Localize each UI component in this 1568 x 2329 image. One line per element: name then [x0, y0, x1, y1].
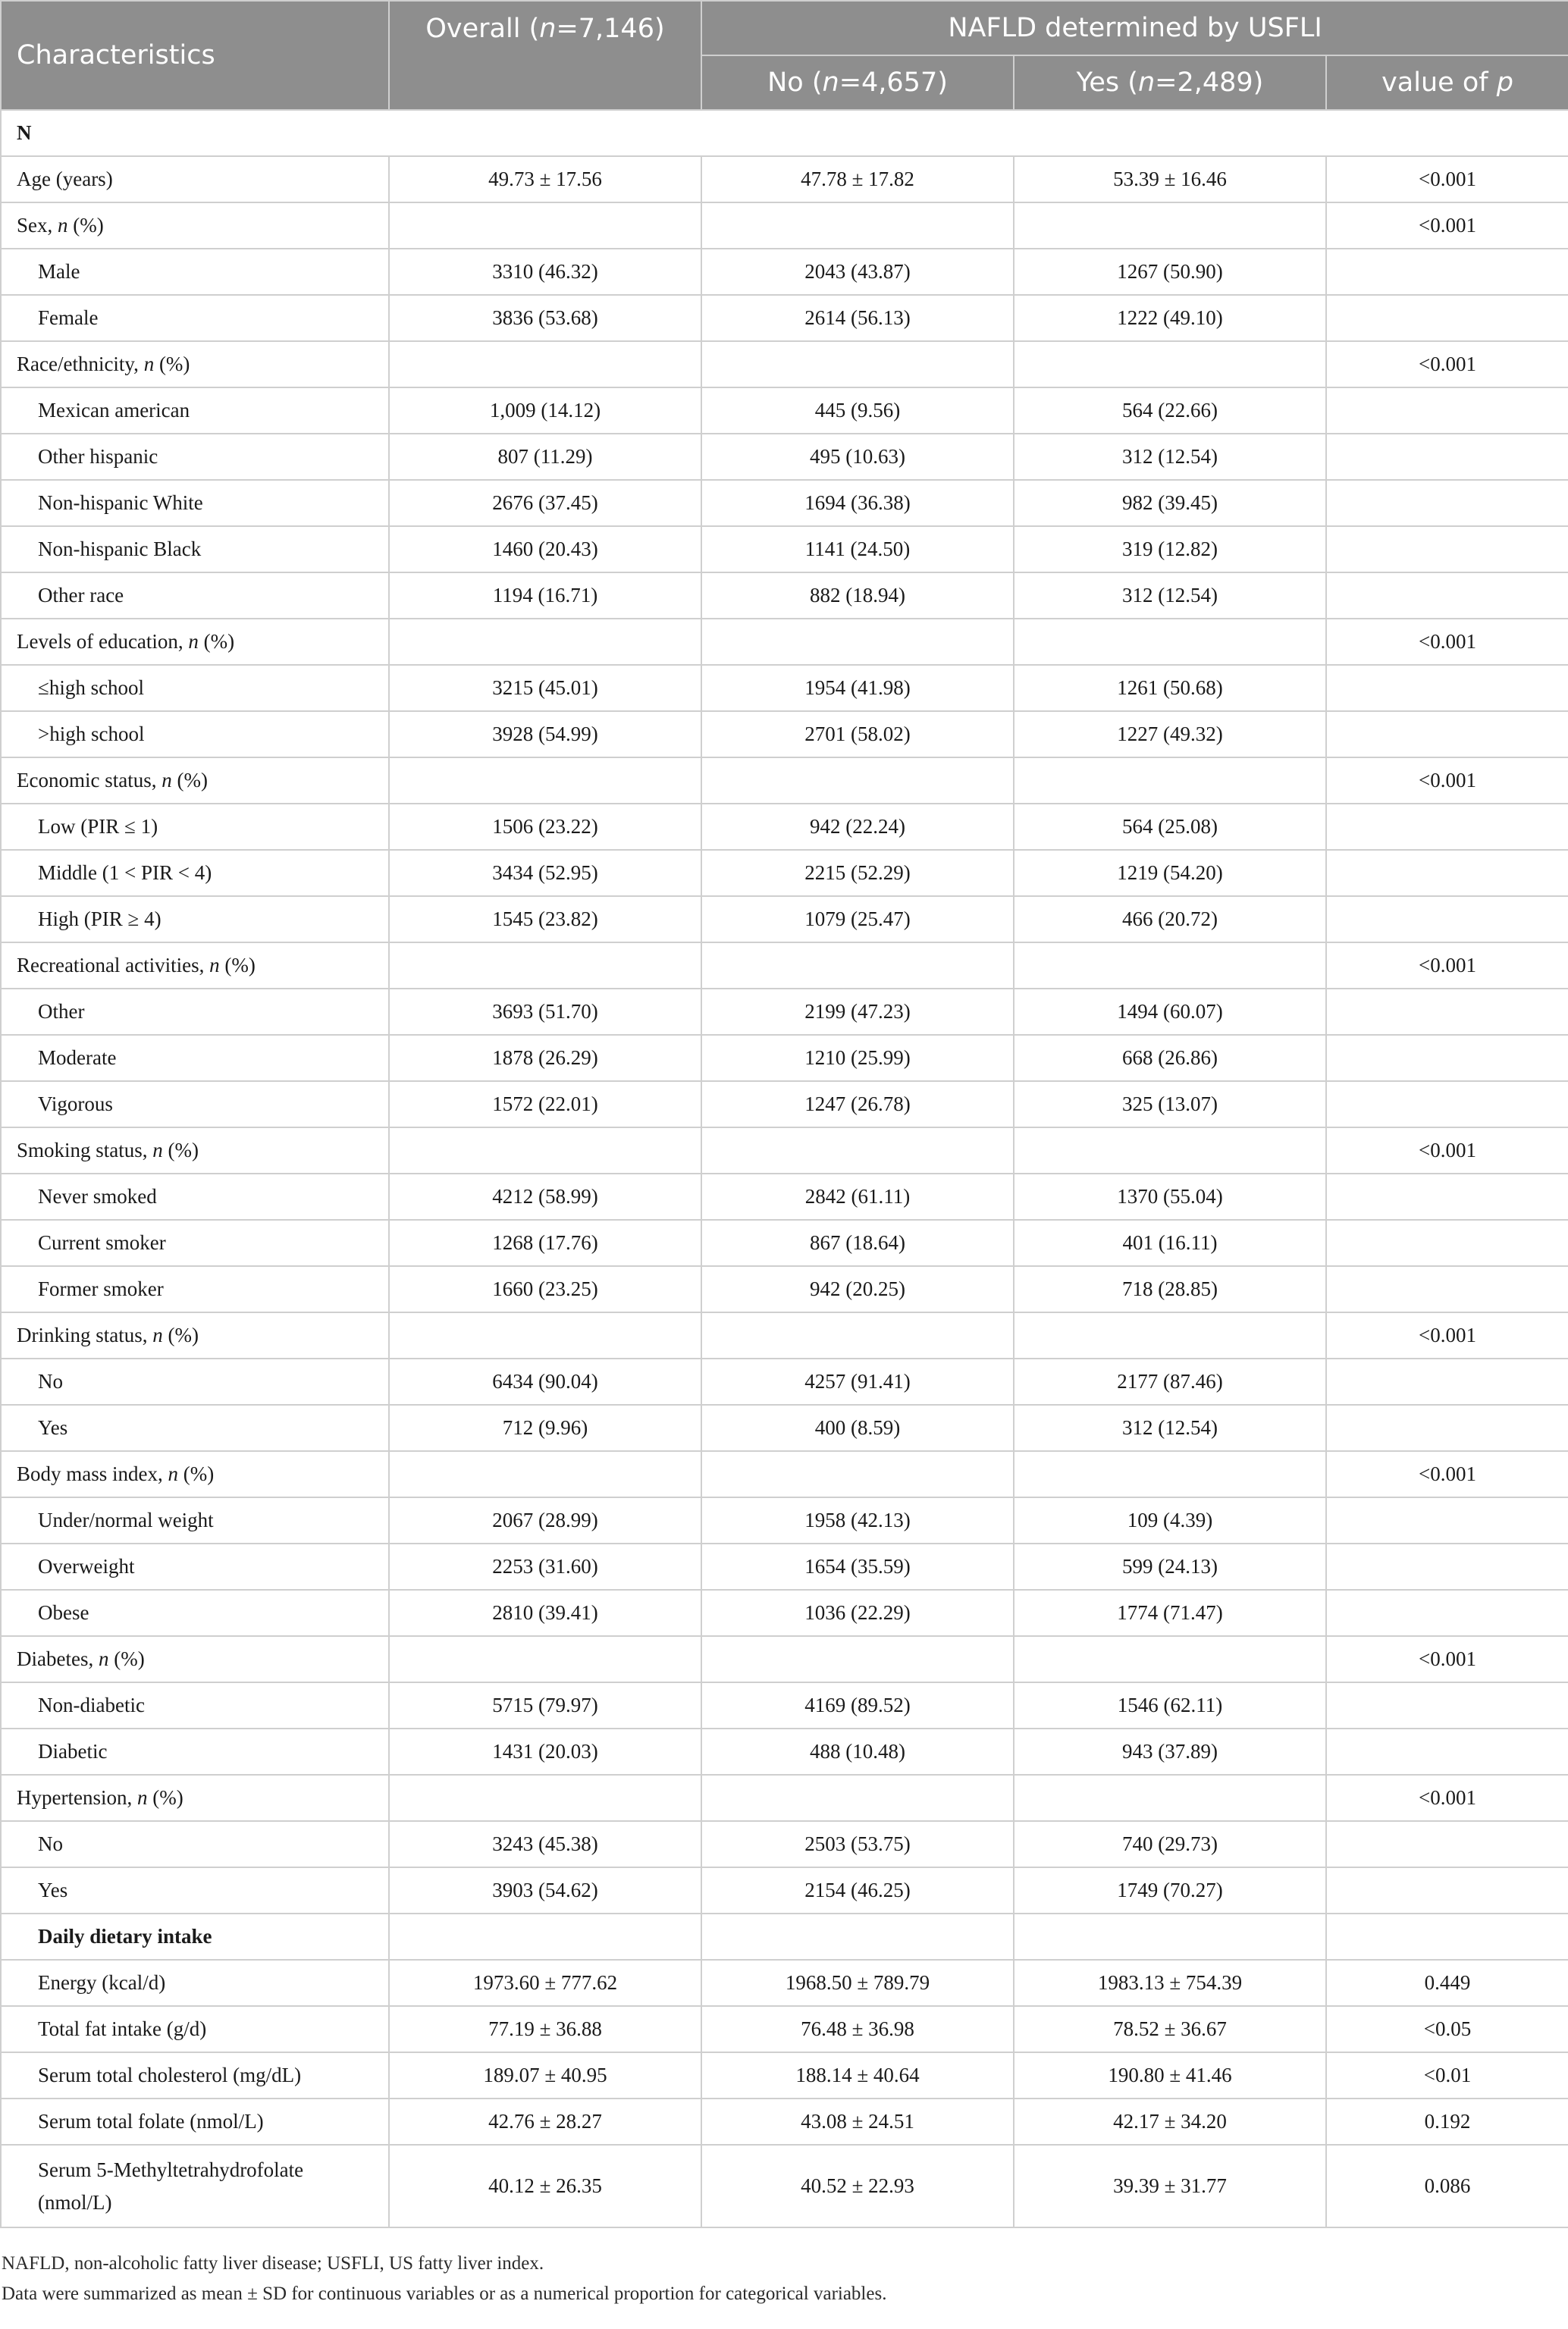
cell-yes	[1014, 1914, 1326, 1960]
row-label: Serum total cholesterol (mg/dL)	[1, 2052, 389, 2099]
cell-no: 942 (22.24)	[701, 804, 1014, 850]
cell-yes: 564 (22.66)	[1014, 387, 1326, 434]
cell-no: 4257 (91.41)	[701, 1359, 1014, 1405]
table-row	[1, 341, 1568, 387]
cell-yes	[1014, 341, 1326, 387]
table-row	[1, 1821, 1568, 1867]
cell-no: 4169 (89.52)	[701, 1682, 1014, 1729]
cell-yes	[1014, 1127, 1326, 1174]
cell-p	[1326, 896, 1568, 942]
table-row	[1, 1220, 1568, 1266]
cell-overall: 1572 (22.01)	[389, 1081, 701, 1127]
table-row	[1, 850, 1568, 896]
table-row	[1, 202, 1568, 249]
header-characteristics: Characteristics	[1, 1, 389, 110]
row-label: Yes	[1, 1867, 389, 1914]
cell-p	[1326, 572, 1568, 619]
row-label: Race/ethnicity, n (%)	[1, 341, 389, 387]
row-label-line2: (nmol/L)	[38, 2190, 112, 2214]
row-label-line1: Serum 5-Methyltetrahydrofolate	[38, 2158, 304, 2181]
cell-no	[701, 1636, 1014, 1682]
cell-yes: 1983.13 ± 754.39	[1014, 1960, 1326, 2006]
table-row	[1, 110, 1568, 156]
table-row	[1, 1081, 1568, 1127]
cell-yes: 982 (39.45)	[1014, 480, 1326, 526]
cell-p: <0.001	[1326, 156, 1568, 202]
cell-yes: 740 (29.73)	[1014, 1821, 1326, 1867]
cell-overall: 712 (9.96)	[389, 1405, 701, 1451]
table-row	[1, 526, 1568, 572]
row-label: Other race	[1, 572, 389, 619]
cell-overall: 189.07 ± 40.95	[389, 2052, 701, 2099]
cell-p: <0.001	[1326, 757, 1568, 804]
cell-no	[701, 619, 1014, 665]
cell-no	[701, 1914, 1014, 1960]
table-row	[1, 572, 1568, 619]
row-label: Energy (kcal/d)	[1, 1960, 389, 2006]
cell-no	[701, 1312, 1014, 1359]
table-row	[1, 942, 1568, 989]
cell-yes: 1494 (60.07)	[1014, 989, 1326, 1035]
cell-p	[1326, 1220, 1568, 1266]
row-label: Never smoked	[1, 1174, 389, 1220]
cell-no: 2215 (52.29)	[701, 850, 1014, 896]
row-label: Overweight	[1, 1544, 389, 1590]
table-row	[1, 1312, 1568, 1359]
table-row	[1, 2145, 1568, 2227]
cell-p	[1326, 526, 1568, 572]
row-label: Other	[1, 989, 389, 1035]
cell-no: 1968.50 ± 789.79	[701, 1960, 1014, 2006]
cell-no: 2614 (56.13)	[701, 295, 1014, 341]
table-row	[1, 434, 1568, 480]
cell-overall	[389, 1451, 701, 1497]
cell-no: 1141 (24.50)	[701, 526, 1014, 572]
cell-yes: 312 (12.54)	[1014, 572, 1326, 619]
table-row	[1, 387, 1568, 434]
cell-p	[1326, 665, 1568, 711]
cell-yes: 1546 (62.11)	[1014, 1682, 1326, 1729]
table-row	[1, 1405, 1568, 1451]
row-label: >high school	[1, 711, 389, 757]
cell-p	[1326, 295, 1568, 341]
cell-yes	[1014, 619, 1326, 665]
cell-yes: 190.80 ± 41.46	[1014, 2052, 1326, 2099]
cell-no: 1210 (25.99)	[701, 1035, 1014, 1081]
row-label: Moderate	[1, 1035, 389, 1081]
row-label: Serum total folate (nmol/L)	[1, 2099, 389, 2145]
cell-p	[1326, 711, 1568, 757]
cell-no: 2503 (53.75)	[701, 1821, 1014, 1867]
cell-no: 47.78 ± 17.82	[701, 156, 1014, 202]
row-label	[1, 2145, 389, 2227]
cell-overall: 42.76 ± 28.27	[389, 2099, 701, 2145]
row-label: Non-diabetic	[1, 1682, 389, 1729]
table-row	[1, 1127, 1568, 1174]
row-label: Vigorous	[1, 1081, 389, 1127]
cell-yes: 668 (26.86)	[1014, 1035, 1326, 1081]
cell-p	[1326, 1497, 1568, 1544]
header-overall: Overall (n=7,146)	[389, 1, 701, 110]
cell-p	[1326, 1035, 1568, 1081]
cell-overall: 1431 (20.03)	[389, 1729, 701, 1775]
cell-yes	[1014, 1451, 1326, 1497]
cell-yes: 1219 (54.20)	[1014, 850, 1326, 896]
cell-no	[701, 942, 1014, 989]
cell-overall: 3215 (45.01)	[389, 665, 701, 711]
cell-overall: 1878 (26.29)	[389, 1035, 701, 1081]
cell-no: 2043 (43.87)	[701, 249, 1014, 295]
footnote-summary: Data were summarized as mean ± SD for continuous variables or as a numerical proportion for categorical variables.	[2, 2284, 887, 2304]
row-label: Mexican american	[1, 387, 389, 434]
cell-p: <0.001	[1326, 1451, 1568, 1497]
cell-no: 76.48 ± 36.98	[701, 2006, 1014, 2052]
cell-yes: 1749 (70.27)	[1014, 1867, 1326, 1914]
cell-overall: 2810 (39.41)	[389, 1590, 701, 1636]
row-label: Non-hispanic Black	[1, 526, 389, 572]
cell-no: 1036 (22.29)	[701, 1590, 1014, 1636]
table-row	[1, 1497, 1568, 1544]
cell-overall: 1268 (17.76)	[389, 1220, 701, 1266]
cell-overall	[389, 1312, 701, 1359]
cell-overall: 1660 (23.25)	[389, 1266, 701, 1312]
table-row	[1, 1914, 1568, 1960]
cell-no	[701, 757, 1014, 804]
row-label: Economic status, n (%)	[1, 757, 389, 804]
cell-yes: 1227 (49.32)	[1014, 711, 1326, 757]
cell-overall: 40.12 ± 26.35	[389, 2145, 701, 2227]
row-label: Former smoker	[1, 1266, 389, 1312]
cell-yes: 39.39 ± 31.77	[1014, 2145, 1326, 2227]
cell-no: 1694 (36.38)	[701, 480, 1014, 526]
cell-p	[1326, 1867, 1568, 1914]
table-header	[1, 1, 1568, 110]
row-label: No	[1, 1359, 389, 1405]
table-row	[1, 2052, 1568, 2099]
row-label: Age (years)	[1, 156, 389, 202]
table-row	[1, 1035, 1568, 1081]
cell-overall: 2253 (31.60)	[389, 1544, 701, 1590]
cell-overall	[389, 619, 701, 665]
cell-overall: 3836 (53.68)	[389, 295, 701, 341]
table-row	[1, 711, 1568, 757]
table-row	[1, 156, 1568, 202]
cell-yes: 1261 (50.68)	[1014, 665, 1326, 711]
row-label: Diabetic	[1, 1729, 389, 1775]
table-row	[1, 1729, 1568, 1775]
table-row	[1, 619, 1568, 665]
cell-yes	[1014, 757, 1326, 804]
cell-p: <0.001	[1326, 341, 1568, 387]
row-label: No	[1, 1821, 389, 1867]
section-label: N	[1, 110, 1568, 156]
cell-overall: 3903 (54.62)	[389, 1867, 701, 1914]
header-nafld-group: NAFLD determined by USFLI	[701, 1, 1568, 55]
cell-yes: 1774 (71.47)	[1014, 1590, 1326, 1636]
cell-p	[1326, 1544, 1568, 1590]
cell-no: 188.14 ± 40.64	[701, 2052, 1014, 2099]
cell-yes: 401 (16.11)	[1014, 1220, 1326, 1266]
row-label: Middle (1 < PIR < 4)	[1, 850, 389, 896]
cell-p	[1326, 1174, 1568, 1220]
cell-p: 0.192	[1326, 2099, 1568, 2145]
header-yes: Yes (n=2,489)	[1014, 55, 1326, 110]
cell-overall	[389, 1127, 701, 1174]
cell-no	[701, 1451, 1014, 1497]
cell-no: 942 (20.25)	[701, 1266, 1014, 1312]
cell-no: 1654 (35.59)	[701, 1544, 1014, 1590]
cell-yes: 109 (4.39)	[1014, 1497, 1326, 1544]
cell-no: 488 (10.48)	[701, 1729, 1014, 1775]
cell-yes: 943 (37.89)	[1014, 1729, 1326, 1775]
row-label: Sex, n (%)	[1, 202, 389, 249]
table-row	[1, 1775, 1568, 1821]
cell-p: <0.001	[1326, 1636, 1568, 1682]
table-row	[1, 1359, 1568, 1405]
cell-p	[1326, 480, 1568, 526]
table-row	[1, 757, 1568, 804]
cell-overall: 1460 (20.43)	[389, 526, 701, 572]
cell-no: 495 (10.63)	[701, 434, 1014, 480]
row-label: Body mass index, n (%)	[1, 1451, 389, 1497]
cell-overall: 2676 (37.45)	[389, 480, 701, 526]
cell-p: 0.449	[1326, 1960, 1568, 2006]
cell-overall	[389, 942, 701, 989]
cell-overall: 807 (11.29)	[389, 434, 701, 480]
cell-p: <0.001	[1326, 202, 1568, 249]
cell-overall: 6434 (90.04)	[389, 1359, 701, 1405]
cell-p	[1326, 249, 1568, 295]
cell-overall: 3310 (46.32)	[389, 249, 701, 295]
cell-no: 2701 (58.02)	[701, 711, 1014, 757]
cell-yes	[1014, 1775, 1326, 1821]
cell-yes: 466 (20.72)	[1014, 896, 1326, 942]
table-row	[1, 896, 1568, 942]
cell-overall: 3928 (54.99)	[389, 711, 701, 757]
cell-yes: 718 (28.85)	[1014, 1266, 1326, 1312]
cell-no: 2154 (46.25)	[701, 1867, 1014, 1914]
cell-p: 0.086	[1326, 2145, 1568, 2227]
table-row	[1, 1590, 1568, 1636]
footnote-abbreviations: NAFLD, non-alcoholic fatty liver disease; USFLI, US fatty liver index.	[2, 2253, 544, 2274]
cell-yes: 312 (12.54)	[1014, 1405, 1326, 1451]
cell-overall	[389, 1636, 701, 1682]
row-label: Total fat intake (g/d)	[1, 2006, 389, 2052]
table-row	[1, 1266, 1568, 1312]
table-row	[1, 295, 1568, 341]
row-label: Diabetes, n (%)	[1, 1636, 389, 1682]
cell-p	[1326, 1359, 1568, 1405]
row-label: Smoking status, n (%)	[1, 1127, 389, 1174]
cell-p	[1326, 1405, 1568, 1451]
table-row	[1, 480, 1568, 526]
table-row	[1, 2099, 1568, 2145]
row-label: Female	[1, 295, 389, 341]
table-row	[1, 1636, 1568, 1682]
cell-yes	[1014, 942, 1326, 989]
cell-yes: 312 (12.54)	[1014, 434, 1326, 480]
cell-p: <0.05	[1326, 2006, 1568, 2052]
cell-no: 882 (18.94)	[701, 572, 1014, 619]
cell-p	[1326, 1682, 1568, 1729]
cell-no: 867 (18.64)	[701, 1220, 1014, 1266]
row-label: Daily dietary intake	[1, 1914, 389, 1960]
cell-overall: 3693 (51.70)	[389, 989, 701, 1035]
cell-p: <0.001	[1326, 619, 1568, 665]
cell-yes: 1370 (55.04)	[1014, 1174, 1326, 1220]
cell-p: <0.001	[1326, 1312, 1568, 1359]
cell-no: 400 (8.59)	[701, 1405, 1014, 1451]
cell-no: 1247 (26.78)	[701, 1081, 1014, 1127]
cell-yes	[1014, 1312, 1326, 1359]
cell-p: <0.001	[1326, 1127, 1568, 1174]
cell-p	[1326, 850, 1568, 896]
cell-p	[1326, 387, 1568, 434]
cell-overall: 49.73 ± 17.56	[389, 156, 701, 202]
row-label: Yes	[1, 1405, 389, 1451]
row-label: Hypertension, n (%)	[1, 1775, 389, 1821]
cell-overall	[389, 1775, 701, 1821]
table-row	[1, 1867, 1568, 1914]
cell-overall: 5715 (79.97)	[389, 1682, 701, 1729]
cell-yes: 53.39 ± 16.46	[1014, 156, 1326, 202]
header-no: No (n=4,657)	[701, 55, 1014, 110]
cell-yes: 564 (25.08)	[1014, 804, 1326, 850]
cell-no: 1954 (41.98)	[701, 665, 1014, 711]
cell-no: 2842 (61.11)	[701, 1174, 1014, 1220]
table-row	[1, 249, 1568, 295]
cell-overall	[389, 757, 701, 804]
cell-overall: 1545 (23.82)	[389, 896, 701, 942]
cell-p	[1326, 989, 1568, 1035]
row-label: Under/normal weight	[1, 1497, 389, 1544]
cell-yes: 42.17 ± 34.20	[1014, 2099, 1326, 2145]
cell-overall: 1,009 (14.12)	[389, 387, 701, 434]
cell-p	[1326, 1266, 1568, 1312]
row-label: Other hispanic	[1, 434, 389, 480]
cell-yes: 325 (13.07)	[1014, 1081, 1326, 1127]
cell-p	[1326, 1590, 1568, 1636]
table-row	[1, 989, 1568, 1035]
table-body	[1, 110, 1568, 2227]
cell-p	[1326, 1081, 1568, 1127]
header-pvalue: value of p	[1326, 55, 1568, 110]
cell-no	[701, 202, 1014, 249]
table-row	[1, 665, 1568, 711]
cell-overall: 77.19 ± 36.88	[389, 2006, 701, 2052]
row-label: Levels of education, n (%)	[1, 619, 389, 665]
cell-yes: 1222 (49.10)	[1014, 295, 1326, 341]
row-label: Recreational activities, n (%)	[1, 942, 389, 989]
cell-no: 1958 (42.13)	[701, 1497, 1014, 1544]
cell-yes: 78.52 ± 36.67	[1014, 2006, 1326, 2052]
cell-p	[1326, 1914, 1568, 1960]
cell-overall: 1973.60 ± 777.62	[389, 1960, 701, 2006]
table-row	[1, 1544, 1568, 1590]
cell-no: 43.08 ± 24.51	[701, 2099, 1014, 2145]
cell-yes: 2177 (87.46)	[1014, 1359, 1326, 1405]
cell-overall: 4212 (58.99)	[389, 1174, 701, 1220]
cell-no	[701, 1775, 1014, 1821]
cell-yes	[1014, 202, 1326, 249]
cell-p: <0.01	[1326, 2052, 1568, 2099]
cell-no	[701, 341, 1014, 387]
table-row	[1, 1174, 1568, 1220]
row-label: Non-hispanic White	[1, 480, 389, 526]
row-label: Drinking status, n (%)	[1, 1312, 389, 1359]
cell-overall: 2067 (28.99)	[389, 1497, 701, 1544]
cell-overall: 1506 (23.22)	[389, 804, 701, 850]
row-label: ≤high school	[1, 665, 389, 711]
cell-no: 40.52 ± 22.93	[701, 2145, 1014, 2227]
table-row	[1, 1960, 1568, 2006]
row-label: Male	[1, 249, 389, 295]
row-label: Low (PIR ≤ 1)	[1, 804, 389, 850]
cell-no: 1079 (25.47)	[701, 896, 1014, 942]
row-label: Current smoker	[1, 1220, 389, 1266]
cell-p	[1326, 1729, 1568, 1775]
table-row	[1, 1682, 1568, 1729]
table-row	[1, 804, 1568, 850]
cell-no: 2199 (47.23)	[701, 989, 1014, 1035]
cell-p	[1326, 434, 1568, 480]
table-row	[1, 2006, 1568, 2052]
cell-yes: 319 (12.82)	[1014, 526, 1326, 572]
row-label: Obese	[1, 1590, 389, 1636]
cell-p: <0.001	[1326, 942, 1568, 989]
cell-yes: 599 (24.13)	[1014, 1544, 1326, 1590]
cell-no: 445 (9.56)	[701, 387, 1014, 434]
cell-p	[1326, 1821, 1568, 1867]
cell-no	[701, 1127, 1014, 1174]
cell-overall	[389, 1914, 701, 1960]
row-label: High (PIR ≥ 4)	[1, 896, 389, 942]
table-row	[1, 1451, 1568, 1497]
cell-yes	[1014, 1636, 1326, 1682]
cell-overall	[389, 341, 701, 387]
cell-overall: 1194 (16.71)	[389, 572, 701, 619]
cell-overall: 3434 (52.95)	[389, 850, 701, 896]
cell-p: <0.001	[1326, 1775, 1568, 1821]
cell-p	[1326, 804, 1568, 850]
cell-overall: 3243 (45.38)	[389, 1821, 701, 1867]
cell-overall	[389, 202, 701, 249]
cell-yes: 1267 (50.90)	[1014, 249, 1326, 295]
